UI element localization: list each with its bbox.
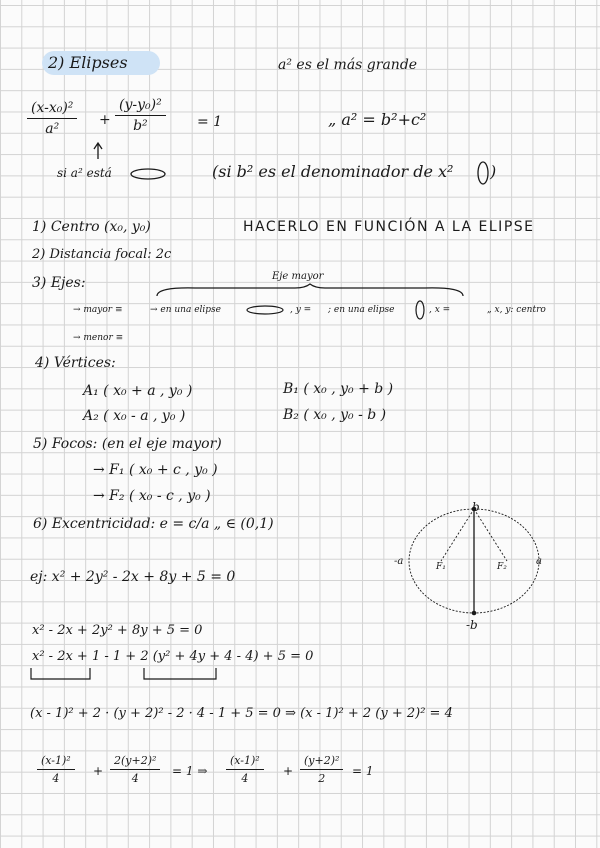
formula-equals: = 1: [197, 114, 223, 130]
final-fraction-2-num: 2(y+2)²: [110, 754, 160, 770]
instruction-caps: HACERLO EN FUNCIÓN A LA ELIPSE: [243, 219, 535, 235]
vertex-b2: B₂ ( x₀ , y₀ - b ): [283, 407, 387, 423]
relation-abc: „ a² = b²+c²: [328, 110, 427, 129]
menor-line: → menor ≡: [73, 333, 124, 343]
final-plus-2: +: [283, 764, 294, 778]
formula-plus: +: [99, 112, 111, 128]
fraction-x-denominator: a²: [45, 121, 60, 137]
final-equals-1: = 1 ⇒: [172, 764, 208, 778]
final-fraction-2: [110, 754, 160, 785]
final-fraction-4-den: 2: [318, 772, 326, 785]
diagram-a-right: a: [536, 556, 542, 567]
item-vertices: 4) Vértices:: [35, 355, 116, 371]
item-distancia-focal: 2) Distancia focal: 2c: [32, 247, 172, 262]
example-step2: x² - 2x + 1 - 1 + 2 (y² + 4y + 4 - 4) + 5 = 0: [32, 649, 314, 664]
diagram-f1: F₁: [436, 562, 446, 572]
mayor-line-f: „ x, y: centro: [487, 305, 546, 315]
example-equation: ej: x² + 2y² - 2x + 8y + 5 = 0: [30, 569, 236, 585]
vertex-b1: B₁ ( x₀ , y₀ + b ): [283, 381, 394, 397]
diagram-f2: F₂: [497, 562, 507, 572]
mayor-line-b: → en una elipse: [150, 305, 221, 315]
mayor-line-d: ; en una elipse: [328, 305, 395, 315]
final-fraction-4-num: (y+2)²: [300, 754, 343, 770]
mayor-line-e: , x =: [429, 305, 451, 315]
completing-square-brackets: [28, 664, 228, 684]
mayor-line-a: → mayor ≡: [73, 305, 123, 315]
note-a-largest: a² es el más grande: [278, 57, 418, 73]
final-fraction-3-num: (x-1)²: [226, 754, 264, 770]
example-step3: (x - 1)² + 2 · (y + 2)² - 2 · 4 - 1 + 5 = 0 ⇒ (x - 1)² + 2 (y + 2)² = 4: [30, 706, 453, 721]
vertex-a2: A₂ ( x₀ - a , y₀ ): [83, 408, 186, 424]
focus-f2: → F₂ ( x₀ - c , y₀ ): [93, 488, 211, 504]
vertical-ellipse-icon: [475, 158, 491, 188]
final-fraction-1-den: 4: [52, 772, 60, 785]
final-equals-2: = 1: [352, 764, 374, 778]
diagram-b-top: b: [472, 500, 480, 514]
horizontal-ellipse-icon: [128, 166, 168, 182]
fraction-y: [115, 97, 166, 134]
condition-b-text: (si b² es el denominador de x²: [212, 162, 454, 181]
final-plus-1: +: [93, 764, 104, 778]
fraction-y-denominator: b²: [133, 118, 148, 134]
horizontal-ellipse-small-icon: [243, 303, 287, 317]
final-fraction-1-num: (x-1)²: [37, 754, 75, 770]
final-fraction-2-den: 4: [131, 772, 139, 785]
mayor-line-c: , y =: [290, 305, 312, 315]
fraction-y-numerator: (y-y₀)²: [115, 97, 166, 116]
item-excentricidad: 6) Excentricidad: e = c/a „ ∈ (0,1): [33, 516, 274, 532]
fraction-x: [27, 100, 77, 137]
item-ejes: 3) Ejes:: [32, 275, 86, 291]
focus-f1: → F₁ ( x₀ + c , y₀ ): [93, 462, 218, 478]
eje-mayor-label: Eje mayor: [272, 271, 324, 282]
vertical-ellipse-small-icon: [413, 298, 427, 322]
up-arrow-icon: [92, 142, 104, 160]
eje-mayor-brace: [155, 284, 465, 298]
example-step1: x² - 2x + 2y² + 8y + 5 = 0: [32, 623, 203, 638]
condition-close-paren: ): [490, 162, 497, 181]
condition-a-text: si a² está: [57, 166, 112, 180]
vertex-a1: A₁ ( x₀ + a , y₀ ): [83, 383, 193, 399]
section-title: 2) Elipses: [48, 53, 128, 72]
final-fraction-3: [226, 754, 264, 785]
item-centro: 1) Centro (x₀, y₀): [32, 219, 151, 235]
fraction-x-numerator: (x-x₀)²: [27, 100, 77, 119]
final-fraction-4: [300, 754, 343, 785]
final-fraction-1: [37, 754, 75, 785]
diagram-a-left: -a: [394, 556, 404, 567]
final-fraction-3-den: 4: [241, 772, 249, 785]
item-focos: 5) Focos: (en el eje mayor): [33, 436, 222, 452]
diagram-b-bottom: -b: [466, 618, 478, 632]
